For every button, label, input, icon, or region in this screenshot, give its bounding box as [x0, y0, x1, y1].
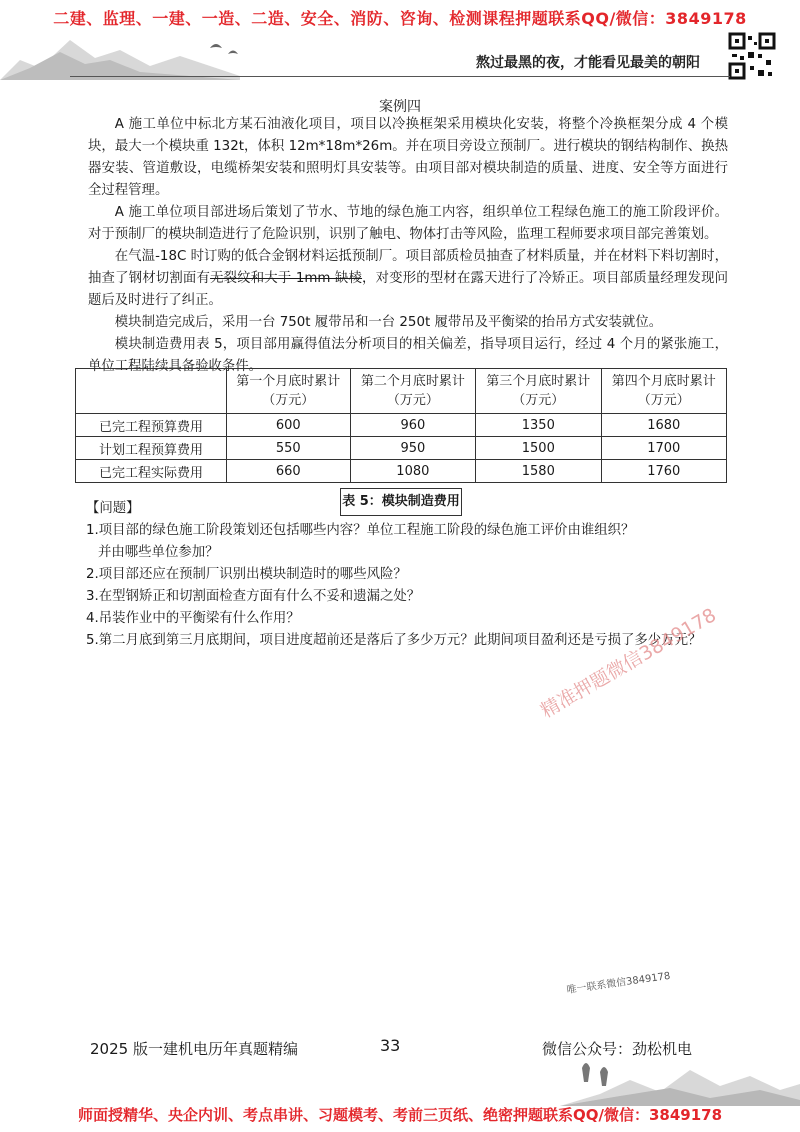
top-ad-banner: 二建、监理、一建、一造、二造、安全、消防、咨询、检测课程押题联系QQ/微信：3849178	[53, 9, 747, 28]
mountain-illustration-top	[0, 20, 240, 80]
table-row	[76, 437, 727, 460]
table-caption: 表 5：模块制造费用	[340, 488, 462, 516]
table-cell: 550	[227, 437, 351, 460]
table-header-cell: 第一个月底时累计（万元）	[227, 369, 351, 414]
page-number: 33	[380, 1036, 401, 1055]
qr-code-icon	[728, 32, 776, 80]
question-item: 2.项目部还应在预制厂识别出模块制造时的哪些风险？	[86, 567, 407, 582]
table-row-label: 已完工程预算费用	[76, 414, 227, 437]
mountain-illustration-bottom	[560, 1050, 800, 1106]
header-divider	[70, 76, 730, 77]
table-cell: 1580	[476, 460, 601, 483]
table-cell: 960	[350, 414, 475, 437]
book-title: 2025 版一建机电历年真题精编	[90, 1040, 298, 1058]
table-header-row	[76, 369, 727, 414]
table-cell: 1350	[476, 414, 601, 437]
small-watermark: 唯一联系微信3849178	[566, 970, 672, 997]
table-cell: 660	[227, 460, 351, 483]
struck-text: 无裂纹和大于 1mm 缺棱	[210, 271, 363, 286]
diagonal-watermark: 精准押题微信3849178	[537, 604, 721, 723]
table-header-cell: 第二个月底时累计（万元）	[350, 369, 475, 414]
table-row-label: 已完工程实际费用	[76, 460, 227, 483]
case-paragraph: A 施工单位项目部进场后策划了节水、节地的绿色施工内容，组织单位工程绿色施工的施工阶段评价。对于预制厂的模块制造进行了危险识别，识别了触电、物体打击等风险，监理工程师要求项目部完善策划。	[88, 205, 728, 242]
case-body	[88, 114, 728, 378]
table-cell: 1700	[601, 437, 726, 460]
question-item: 3.在型钢矫正和切割面检查方面有什么不妥和遗漏之处？	[86, 589, 421, 604]
question-item-continued: 并由哪些单位参加？	[98, 545, 219, 560]
case-title: 案例四	[379, 99, 421, 115]
question-item: 5.第二月底到第三月底期间，项目进度超前还是落后了多少万元？此期间项目盈利还是亏损了多少万元？	[86, 633, 702, 648]
table-header-cell: 第四个月底时累计（万元）	[601, 369, 726, 414]
table-cell: 950	[350, 437, 475, 460]
case-paragraph: 模块制造费用表 5，项目部用赢得值法分析项目的相关偏差，指导项目运行，经过 4 个月的紧张施工，单位工程陆续具备验收条件。	[88, 337, 728, 374]
cost-table	[75, 368, 727, 483]
table-row	[76, 460, 727, 483]
table-cell: 600	[227, 414, 351, 437]
table-cell: 1680	[601, 414, 726, 437]
bottom-ad-banner: 师面授精华、央企内训、考点串讲、习题模考、考前三页纸、绝密押题联系QQ/微信：3849178	[77, 1106, 723, 1124]
questions-section	[86, 498, 736, 652]
case-paragraph: 模块制造完成后，采用一台 750t 履带吊和一台 250t 履带吊及平衡梁的抬吊方式安装就位。	[114, 315, 663, 330]
questions-heading: 【问题】	[86, 501, 140, 516]
case-paragraph: A 施工单位中标北方某石油液化项目，项目以冷换框架采用模块化安装，将整个冷换框架分成 4 个模块，最大一个模块重 132t，体积 12m*18m*26m。并在项目旁设立预制厂。进行模块的钢结构制作、换热器安装、管道敷设，电缆桥架安装和照明灯具安装等。由项目部对模块制造的质量、进度、安全等方面进行全过程管理。	[88, 117, 728, 198]
wechat-account: 微信公众号：劲松机电	[542, 1040, 693, 1058]
case-paragraph-part: ，对变形的型材在露天进行了冷矫正。项目部质量经理发现问题后及时进行了纠正。	[88, 271, 729, 308]
table-cell: 1080	[350, 460, 475, 483]
table-row-label: 计划工程预算费用	[76, 437, 227, 460]
question-item: 1.项目部的绿色施工阶段策划还包括哪些内容？单位工程施工阶段的绿色施工评价由谁组织？	[86, 523, 635, 538]
table-cell: 1500	[476, 437, 601, 460]
case-paragraph-material	[88, 246, 728, 312]
table-cell: 1760	[601, 460, 726, 483]
table-header-cell: 第三个月底时累计（万元）	[476, 369, 601, 414]
table-row	[76, 414, 727, 437]
case-paragraph-part: 在气温-18C 时订购的低合金钢材料运抵预制厂。项目部质检员抽查了材料质量，并在材料下料切割时，抽查了钢材切割面有	[88, 249, 728, 286]
header-motto: 熬过最黑的夜，才能看见最美的朝阳	[476, 55, 700, 71]
question-item: 4.吊装作业中的平衡梁有什么作用？	[86, 611, 300, 626]
table-header-cell	[76, 369, 227, 414]
